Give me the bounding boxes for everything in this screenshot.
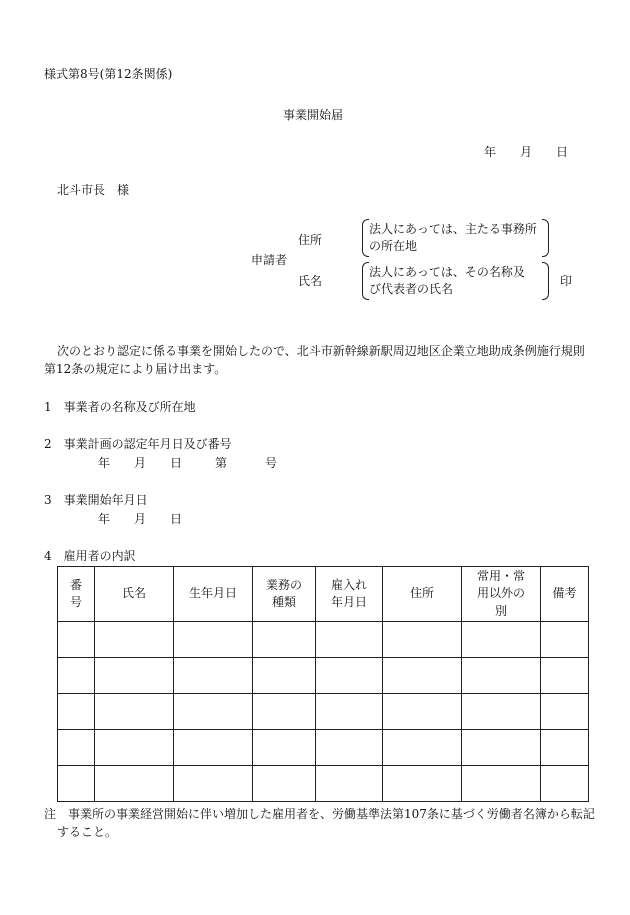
table-row bbox=[58, 658, 589, 694]
item-2: 2 事業計画の認定年月日及び番号 bbox=[44, 437, 232, 451]
note-line-2: すること。 bbox=[57, 825, 118, 839]
addressee: 北斗市長 様 bbox=[57, 183, 130, 197]
item-3-day: 日 bbox=[170, 512, 183, 526]
name-note-1: 法人にあっては、その名称及 bbox=[369, 265, 525, 279]
table-cell[interactable] bbox=[462, 730, 541, 766]
address-bracket-left bbox=[362, 219, 369, 257]
item-4: 4 雇用者の内訳 bbox=[44, 549, 136, 563]
table-cell[interactable] bbox=[95, 730, 174, 766]
table-cell[interactable] bbox=[541, 730, 589, 766]
header-hire-date: 雇入れ 年月日 bbox=[316, 567, 383, 622]
table-cell[interactable] bbox=[95, 766, 174, 802]
table-header-row bbox=[58, 567, 589, 622]
table-row bbox=[58, 622, 589, 658]
date-year: 年 bbox=[484, 145, 497, 159]
header-job-type: 業務の 種類 bbox=[253, 567, 316, 622]
header-remarks: 備考 bbox=[541, 567, 589, 622]
date-month: 月 bbox=[520, 145, 533, 159]
address-note-2: の所在地 bbox=[369, 239, 418, 253]
table-cell[interactable] bbox=[253, 730, 316, 766]
table-row bbox=[58, 730, 589, 766]
table-cell[interactable] bbox=[174, 730, 253, 766]
table-cell[interactable] bbox=[58, 730, 95, 766]
table-cell[interactable] bbox=[462, 766, 541, 802]
item-2-day: 日 bbox=[170, 456, 183, 470]
item-2-year: 年 bbox=[98, 456, 111, 470]
table-cell[interactable] bbox=[383, 730, 462, 766]
name-bracket-left bbox=[362, 262, 369, 300]
table-cell[interactable] bbox=[58, 658, 95, 694]
seal-mark: 印 bbox=[560, 274, 573, 288]
table-cell[interactable] bbox=[541, 766, 589, 802]
table-cell[interactable] bbox=[174, 694, 253, 730]
table-cell[interactable] bbox=[95, 658, 174, 694]
table-cell[interactable] bbox=[383, 694, 462, 730]
item-3-year: 年 bbox=[98, 512, 111, 526]
table-cell[interactable] bbox=[253, 694, 316, 730]
table-cell[interactable] bbox=[95, 622, 174, 658]
table-cell[interactable] bbox=[253, 658, 316, 694]
table-cell[interactable] bbox=[541, 694, 589, 730]
page-title: 事業開始届 bbox=[283, 108, 344, 122]
table-cell[interactable] bbox=[383, 766, 462, 802]
table-cell[interactable] bbox=[95, 694, 174, 730]
date-day: 日 bbox=[556, 145, 569, 159]
item-2-go: 号 bbox=[265, 456, 278, 470]
table-cell[interactable] bbox=[383, 622, 462, 658]
table-cell[interactable] bbox=[316, 730, 383, 766]
header-name: 氏名 bbox=[95, 567, 174, 622]
header-birthdate: 生年月日 bbox=[174, 567, 253, 622]
header-employment-type: 常用・常 用以外の 別 bbox=[462, 567, 541, 622]
applicant-label: 申請者 bbox=[251, 253, 288, 267]
item-2-month: 月 bbox=[134, 456, 147, 470]
item-2-dai: 第 bbox=[215, 456, 228, 470]
table-cell[interactable] bbox=[58, 694, 95, 730]
note-line-1: 注 事業所の事業経営開始に伴い増加した雇用者を、労働基準法第107条に基づく労働者名簿から転記 bbox=[44, 807, 595, 821]
employee-table bbox=[57, 566, 589, 802]
name-label: 氏名 bbox=[298, 274, 323, 288]
table-cell[interactable] bbox=[383, 658, 462, 694]
table-cell[interactable] bbox=[462, 694, 541, 730]
address-note-1: 法人にあっては、主たる事務所 bbox=[369, 222, 537, 236]
item-3: 3 事業開始年月日 bbox=[44, 493, 148, 507]
name-bracket-right bbox=[542, 262, 549, 300]
table-cell[interactable] bbox=[316, 622, 383, 658]
item-1: 1 事業者の名称及び所在地 bbox=[44, 400, 196, 414]
table-cell[interactable] bbox=[462, 658, 541, 694]
table-cell[interactable] bbox=[58, 622, 95, 658]
table-row bbox=[58, 694, 589, 730]
name-note-2: び代表者の氏名 bbox=[369, 282, 454, 296]
header-address: 住所 bbox=[383, 567, 462, 622]
table-cell[interactable] bbox=[58, 766, 95, 802]
form-number: 様式第8号(第12条関係) bbox=[44, 67, 173, 81]
table-cell[interactable] bbox=[174, 766, 253, 802]
table-cell[interactable] bbox=[316, 658, 383, 694]
table-cell[interactable] bbox=[174, 658, 253, 694]
table-cell[interactable] bbox=[253, 766, 316, 802]
table-cell[interactable] bbox=[541, 658, 589, 694]
table-cell[interactable] bbox=[174, 622, 253, 658]
address-bracket-right bbox=[542, 219, 549, 257]
table-cell[interactable] bbox=[316, 766, 383, 802]
table-cell[interactable] bbox=[253, 622, 316, 658]
item-3-month: 月 bbox=[134, 512, 147, 526]
table-cell[interactable] bbox=[462, 622, 541, 658]
body-line-1: 次のとおり認定に係る事業を開始したので、北斗市新幹線新駅周辺地区企業立地助成条例施行規則 bbox=[57, 344, 585, 358]
table-cell[interactable] bbox=[316, 694, 383, 730]
body-line-2: 第12条の規定により届け出ます。 bbox=[44, 362, 227, 376]
table-row bbox=[58, 766, 589, 802]
address-label: 住所 bbox=[298, 233, 323, 247]
table-cell[interactable] bbox=[541, 622, 589, 658]
header-number: 番 号 bbox=[58, 567, 95, 622]
